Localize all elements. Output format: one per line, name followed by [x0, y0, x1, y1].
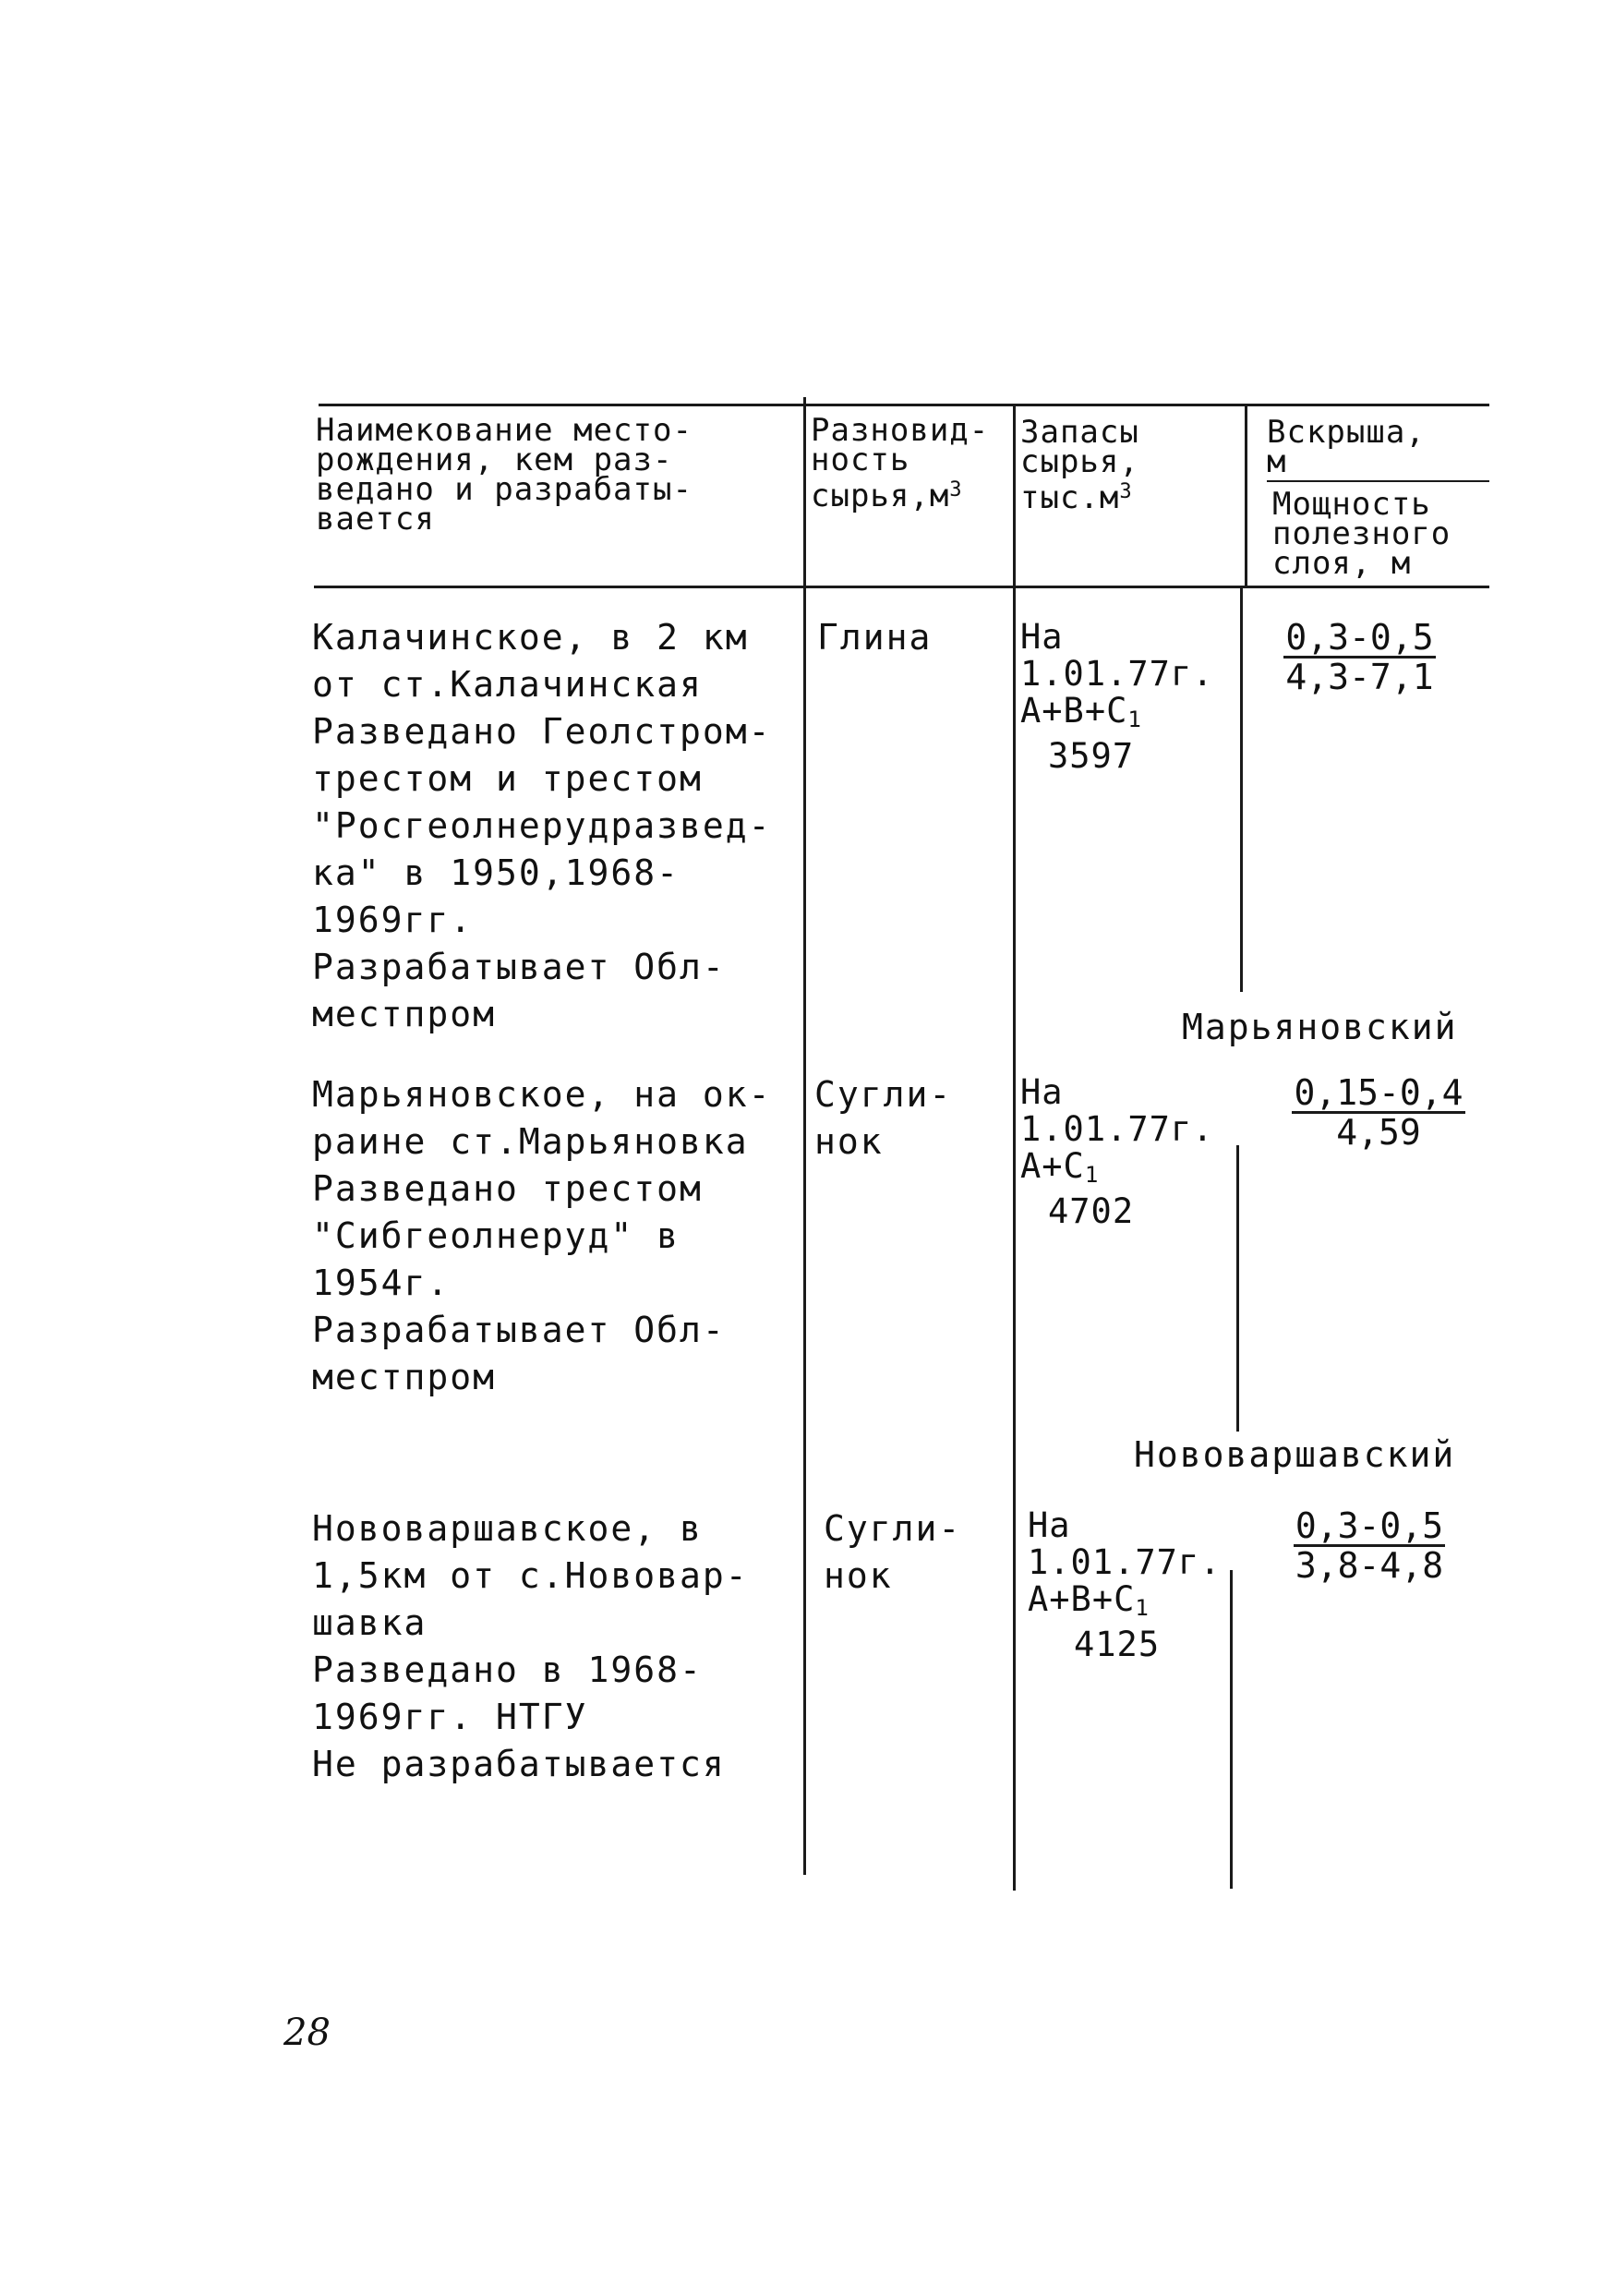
- header-reserves-column: Запасы сырья, $тыс.м^3$: [1020, 414, 1139, 517]
- row-3-overburden-thickness: [1286, 1507, 1452, 1584]
- row-3-type: Сугли- нок: [824, 1508, 962, 1596]
- row-1-name: Калачинское, в 2 км от ст.Калачинская Разведано Геолстром- трестом и трестом "Росгеолнерудразвед- ка" в 1950,1968-1969гг. Разрабатывает Обл- местпром: [312, 617, 772, 1034]
- row-2-name: Марьяновское, на ок- раине ст.Марьяновка Разведано трестом "Сибгеолнеруд" в 1954г. Разрабатывает Обл- местпром: [312, 1074, 772, 1397]
- row-1-overburden-thickness: [1256, 619, 1463, 695]
- row-2-type: Сугли- нок: [814, 1074, 953, 1162]
- subheader-rule: [1267, 480, 1489, 482]
- row-2-overburden-thickness: [1277, 1074, 1480, 1151]
- column-divider-2: [1013, 404, 1016, 1891]
- row-3-reserves: На 1.01.77г. $A+B+C_1$ 4125: [1028, 1505, 1222, 1664]
- row-1-type: Глина: [817, 617, 933, 658]
- header-type-column: Разновид- ность $сырья,м^3$: [811, 412, 990, 515]
- row-1-overburden: 0,3-0,5: [1285, 617, 1434, 658]
- table-top-rule: [319, 404, 1489, 406]
- row-3-thickness: 3,8-4,8: [1295, 1545, 1444, 1586]
- region-label-2: Марьяновский: [1182, 1007, 1458, 1047]
- region-label-3: Нововаршавский: [1134, 1434, 1456, 1475]
- row-2-thickness: 4,59: [1336, 1112, 1421, 1153]
- row-2-reserves: На 1.01.77г. $A+C_1$ 4702: [1020, 1072, 1214, 1231]
- page-number: 28: [283, 2012, 331, 2054]
- header-overburden: Вскрыша, м: [1267, 414, 1426, 480]
- row-1-reserves: На 1.01.77г. $A+B+C_1$ 3597: [1020, 617, 1214, 776]
- row-3-name: Нововаршавское, в 1,5км от с.Нововар- шавка Разведано в 1968- 1969гг. НТГУ Не разрабатывается: [312, 1508, 749, 1784]
- header-name-column: Наимекование место- рождения, кем раз- ведано и разрабаты- вается: [316, 412, 693, 538]
- header-bottom-rule: [314, 586, 1489, 588]
- column-divider-3-header: [1245, 404, 1247, 588]
- row-2-overburden: 0,15-0,4: [1294, 1072, 1463, 1113]
- row-1-thickness: 4,3-7,1: [1285, 657, 1434, 697]
- header-thickness: Мощность полезного слоя, м: [1272, 486, 1451, 582]
- row-3-overburden: 0,3-0,5: [1295, 1505, 1444, 1546]
